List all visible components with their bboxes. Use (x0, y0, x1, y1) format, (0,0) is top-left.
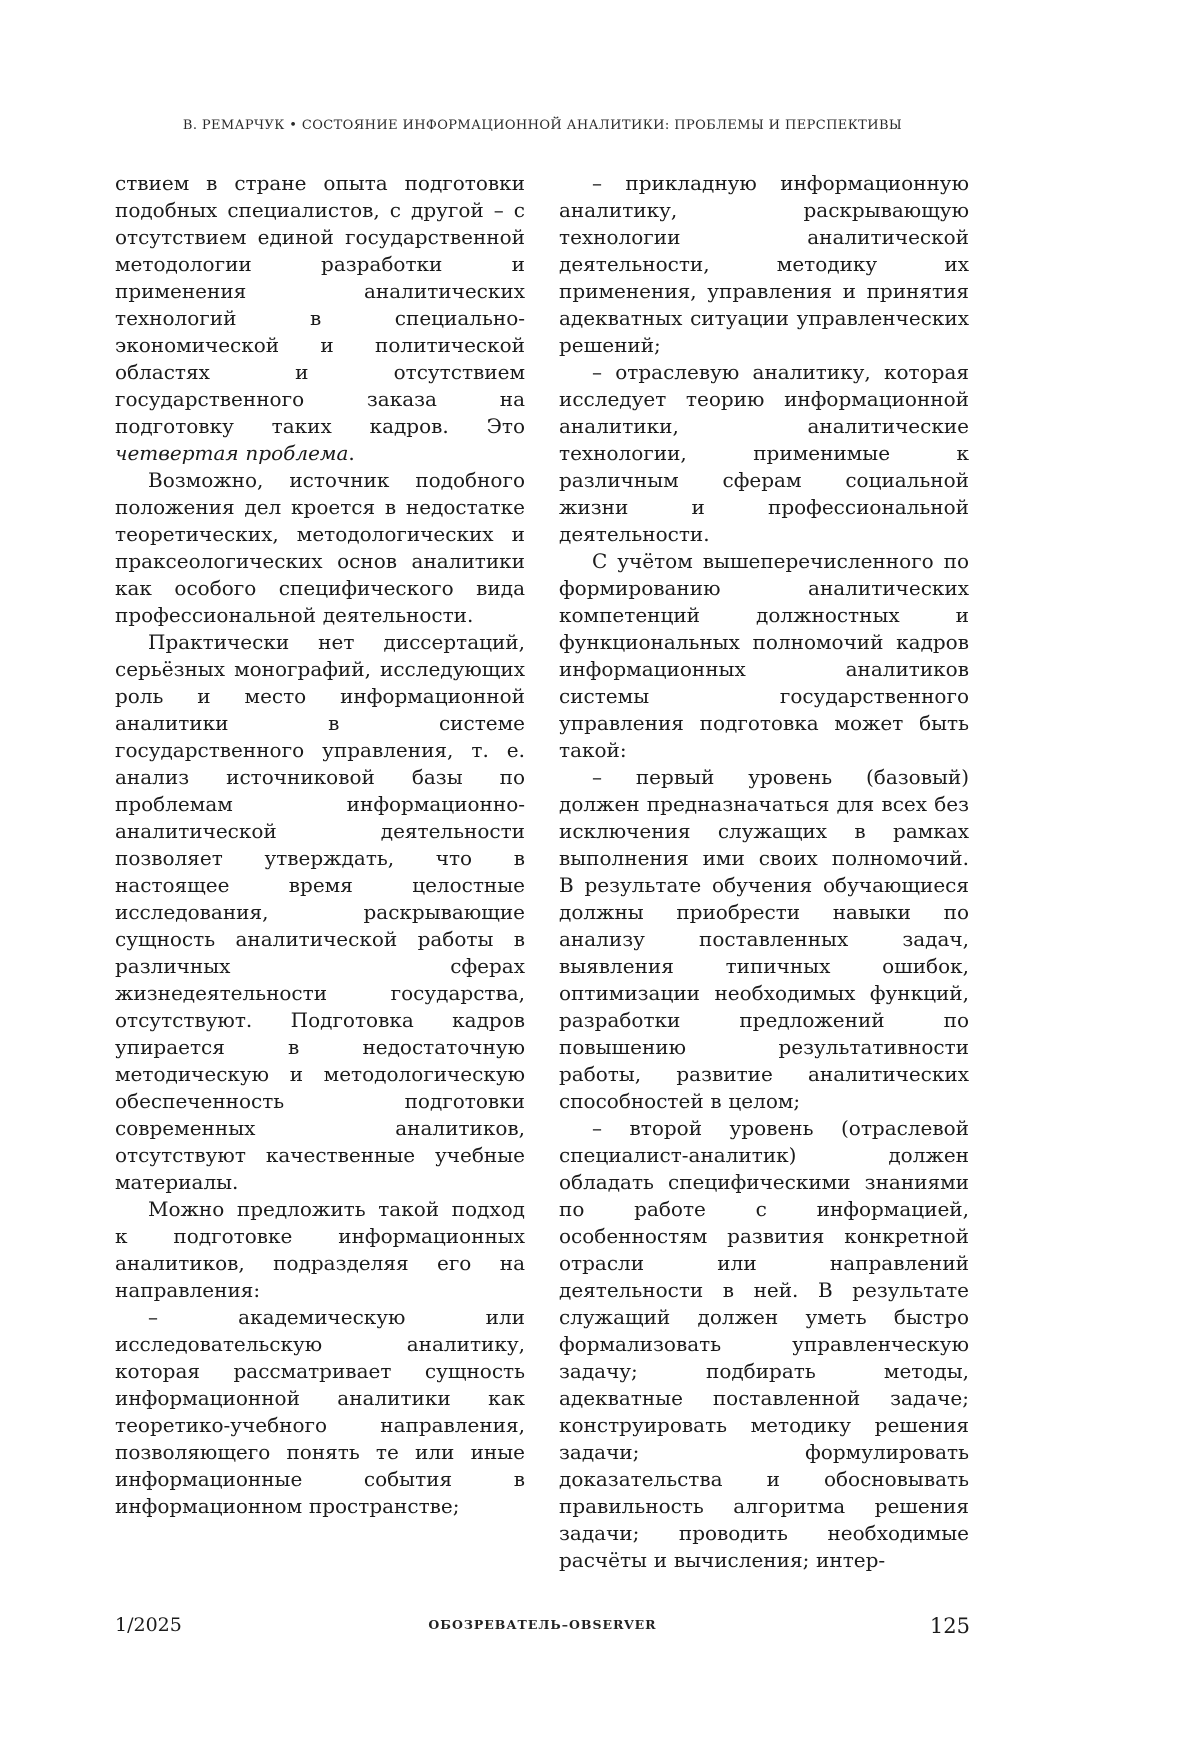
text-run: – второй уровень (отраслевой специалист-аналитик) должен обладать специфическими знаниями по работе с информацией, особенностям развития конкретной отрасли или направлений деятельности в ней. В результате служащий должен уметь быстро формализовать управленческую задачу; подбирать методы, адекватные поставленной задаче; конструировать методику решения задачи; формулировать доказательства и обосновывать правильность алгоритма решения задачи; проводить необходимые расчёты и вычисления; интер- (559, 1116, 969, 1572)
left-column (115, 170, 525, 1574)
paragraph (115, 1196, 525, 1304)
text-run: – первый уровень (базовый) должен предназначаться для всех без исключения служащих в рамках выполнения ими своих полномочий. В результате обучения обучающиеся должны приобрести навыки по анализу поставленных задач, выявления типичных ошибок, оптимизации необходимых функций, разработки предложений по повышению результативности работы, развитие аналитических способностей в целом; (559, 765, 969, 1113)
journal-name: ОБОЗРЕВАТЕЛЬ–OBSERVER (428, 1617, 657, 1632)
text-run: Практически нет диссертаций, серьёзных монографий, исследующих роль и место информационной аналитики в системе государственного управления, т. е. анализ источниковой базы по проблемам информационно-аналитической деятельности позволяет утверждать, что в настоящее время целостные исследования, раскрывающие сущность аналитической работы в различных сферах жизнедеятельности государства, отсутствуют. Подготовка кадров упирается в недостаточную методическую и методологическую обеспеченность подготовки современных аналитиков, отсутствуют качественные учебные материалы. (115, 630, 525, 1194)
issue-number: 1/2025 (115, 1614, 182, 1636)
italic-text-run: четвертая проблема (115, 441, 349, 465)
paragraph (115, 467, 525, 629)
paragraph (559, 548, 969, 764)
paragraph (559, 1115, 969, 1574)
paragraph (115, 1304, 525, 1520)
text-run: С учётом вышеперечисленного по формированию аналитических компетенций должностных и функциональных полномочий кадров информационных аналитиков системы государственного управления подготовка может быть такой: (559, 549, 969, 762)
paragraph (559, 764, 969, 1115)
text-run: – отраслевую аналитику, которая исследует теорию информационной аналитики, аналитические технологии, применимые к различным сферам социальной жизни и профессиональной деятельности. (559, 360, 969, 546)
page-number: 125 (929, 1614, 970, 1638)
paragraph (115, 629, 525, 1196)
article-body (115, 170, 970, 1574)
paragraph (559, 170, 969, 359)
text-run: – прикладную информационную аналитику, раскрывающую технологии аналитической деятельности, методику их применения, управления и принятия адекватных ситуации управленческих решений; (559, 171, 969, 357)
paragraph (115, 170, 525, 467)
text-run: . (348, 441, 355, 465)
text-run: ствием в стране опыта подготовки подобных специалистов, с другой – с отсутствием единой государственной методологии разработки и применения аналитических технологий в специально-экономической и политической областях и отсутствием государственного заказа на подготовку таких кадров. Это (115, 171, 525, 438)
text-run: – академическую или исследовательскую аналитику, которая рассматривает сущность информационной аналитики как теоретико-учебного направления, позволяющего понять те или иные информационные события в информационном пространстве; (115, 1305, 525, 1518)
text-run: Можно предложить такой подход к подготовке информационных аналитиков, подразделяя его на направления: (115, 1197, 525, 1302)
text-run: Возможно, источник подобного положения дел кроется в недостатке теоретических, методологических и праксеологических основ аналитики как особого специфического вида профессиональной деятельности. (115, 468, 525, 627)
paragraph (559, 359, 969, 548)
running-head: В. РЕМАРЧУК • СОСТОЯНИЕ ИНФОРМАЦИОННОЙ АНАЛИТИКИ: ПРОБЛЕМЫ И ПЕРСПЕКТИВЫ (182, 118, 903, 133)
page-footer (115, 1608, 970, 1640)
right-column (559, 170, 969, 1574)
